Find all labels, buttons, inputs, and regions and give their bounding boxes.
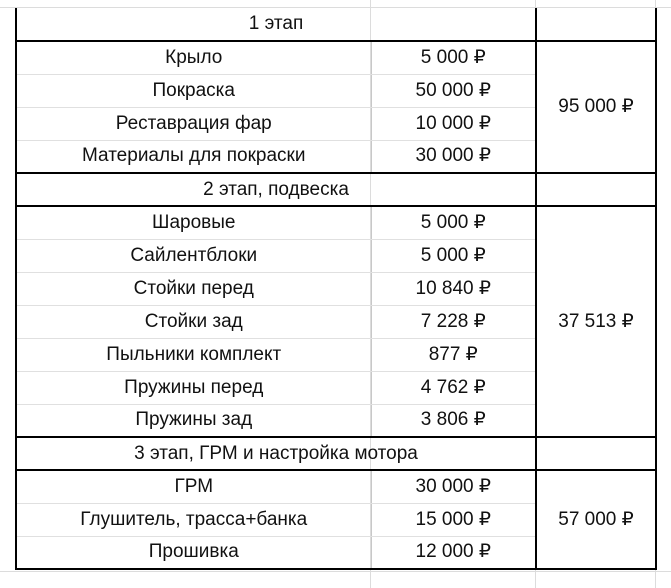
table-row	[16, 470, 656, 503]
item-price-cell[interactable]: 3 806 ₽	[371, 404, 536, 437]
stage-header-row	[16, 8, 656, 41]
item-price-cell[interactable]: 15 000 ₽	[371, 503, 536, 536]
item-name-cell[interactable]: Прошивка	[16, 536, 371, 569]
item-name-cell[interactable]: Сайлентблоки	[16, 239, 371, 272]
table-row	[16, 206, 656, 239]
item-price-cell[interactable]: 4 762 ₽	[371, 371, 536, 404]
item-price-cell[interactable]: 30 000 ₽	[371, 140, 536, 173]
item-price-cell[interactable]: 877 ₽	[371, 338, 536, 371]
item-price-cell[interactable]: 5 000 ₽	[371, 41, 536, 74]
item-name-cell[interactable]: Пыльники комплект	[16, 338, 371, 371]
item-name-cell[interactable]: Крыло	[16, 41, 371, 74]
item-price-cell[interactable]: 50 000 ₽	[371, 74, 536, 107]
item-name-cell[interactable]: Материалы для покраски	[16, 140, 371, 173]
item-name-cell[interactable]: Пружины перед	[16, 371, 371, 404]
gridline	[0, 571, 671, 572]
item-name-cell[interactable]: ГРМ	[16, 470, 371, 503]
budget-table	[15, 8, 657, 570]
table-body	[16, 8, 656, 569]
table-row	[16, 41, 656, 74]
item-price-cell[interactable]: 5 000 ₽	[371, 239, 536, 272]
stage-title-cell[interactable]: 1 этап	[16, 8, 536, 41]
item-name-cell[interactable]: Стойки перед	[16, 272, 371, 305]
item-price-cell[interactable]: 10 840 ₽	[371, 272, 536, 305]
item-price-cell[interactable]: 7 228 ₽	[371, 305, 536, 338]
item-price-cell[interactable]: 10 000 ₽	[371, 107, 536, 140]
stage-title-cell[interactable]: 3 этап, ГРМ и настройка мотора	[16, 437, 536, 470]
item-name-cell[interactable]: Глушитель, трасса+банка	[16, 503, 371, 536]
empty-cell[interactable]	[536, 173, 656, 206]
empty-cell[interactable]	[536, 437, 656, 470]
item-price-cell[interactable]: 12 000 ₽	[371, 536, 536, 569]
item-price-cell[interactable]: 30 000 ₽	[371, 470, 536, 503]
item-name-cell[interactable]: Стойки зад	[16, 305, 371, 338]
item-name-cell[interactable]: Реставрация фар	[16, 107, 371, 140]
stage-header-row	[16, 437, 656, 470]
stage-title-cell[interactable]: 2 этап, подвеска	[16, 173, 536, 206]
empty-cell[interactable]	[536, 8, 656, 41]
item-name-cell[interactable]: Покраска	[16, 74, 371, 107]
item-price-cell[interactable]: 5 000 ₽	[371, 206, 536, 239]
item-name-cell[interactable]: Шаровые	[16, 206, 371, 239]
item-name-cell[interactable]: Пружины зад	[16, 404, 371, 437]
stage-total-cell[interactable]: 95 000 ₽	[536, 41, 656, 173]
stage-total-cell[interactable]: 37 513 ₽	[536, 206, 656, 437]
stage-header-row	[16, 173, 656, 206]
stage-total-cell[interactable]: 57 000 ₽	[536, 470, 656, 569]
